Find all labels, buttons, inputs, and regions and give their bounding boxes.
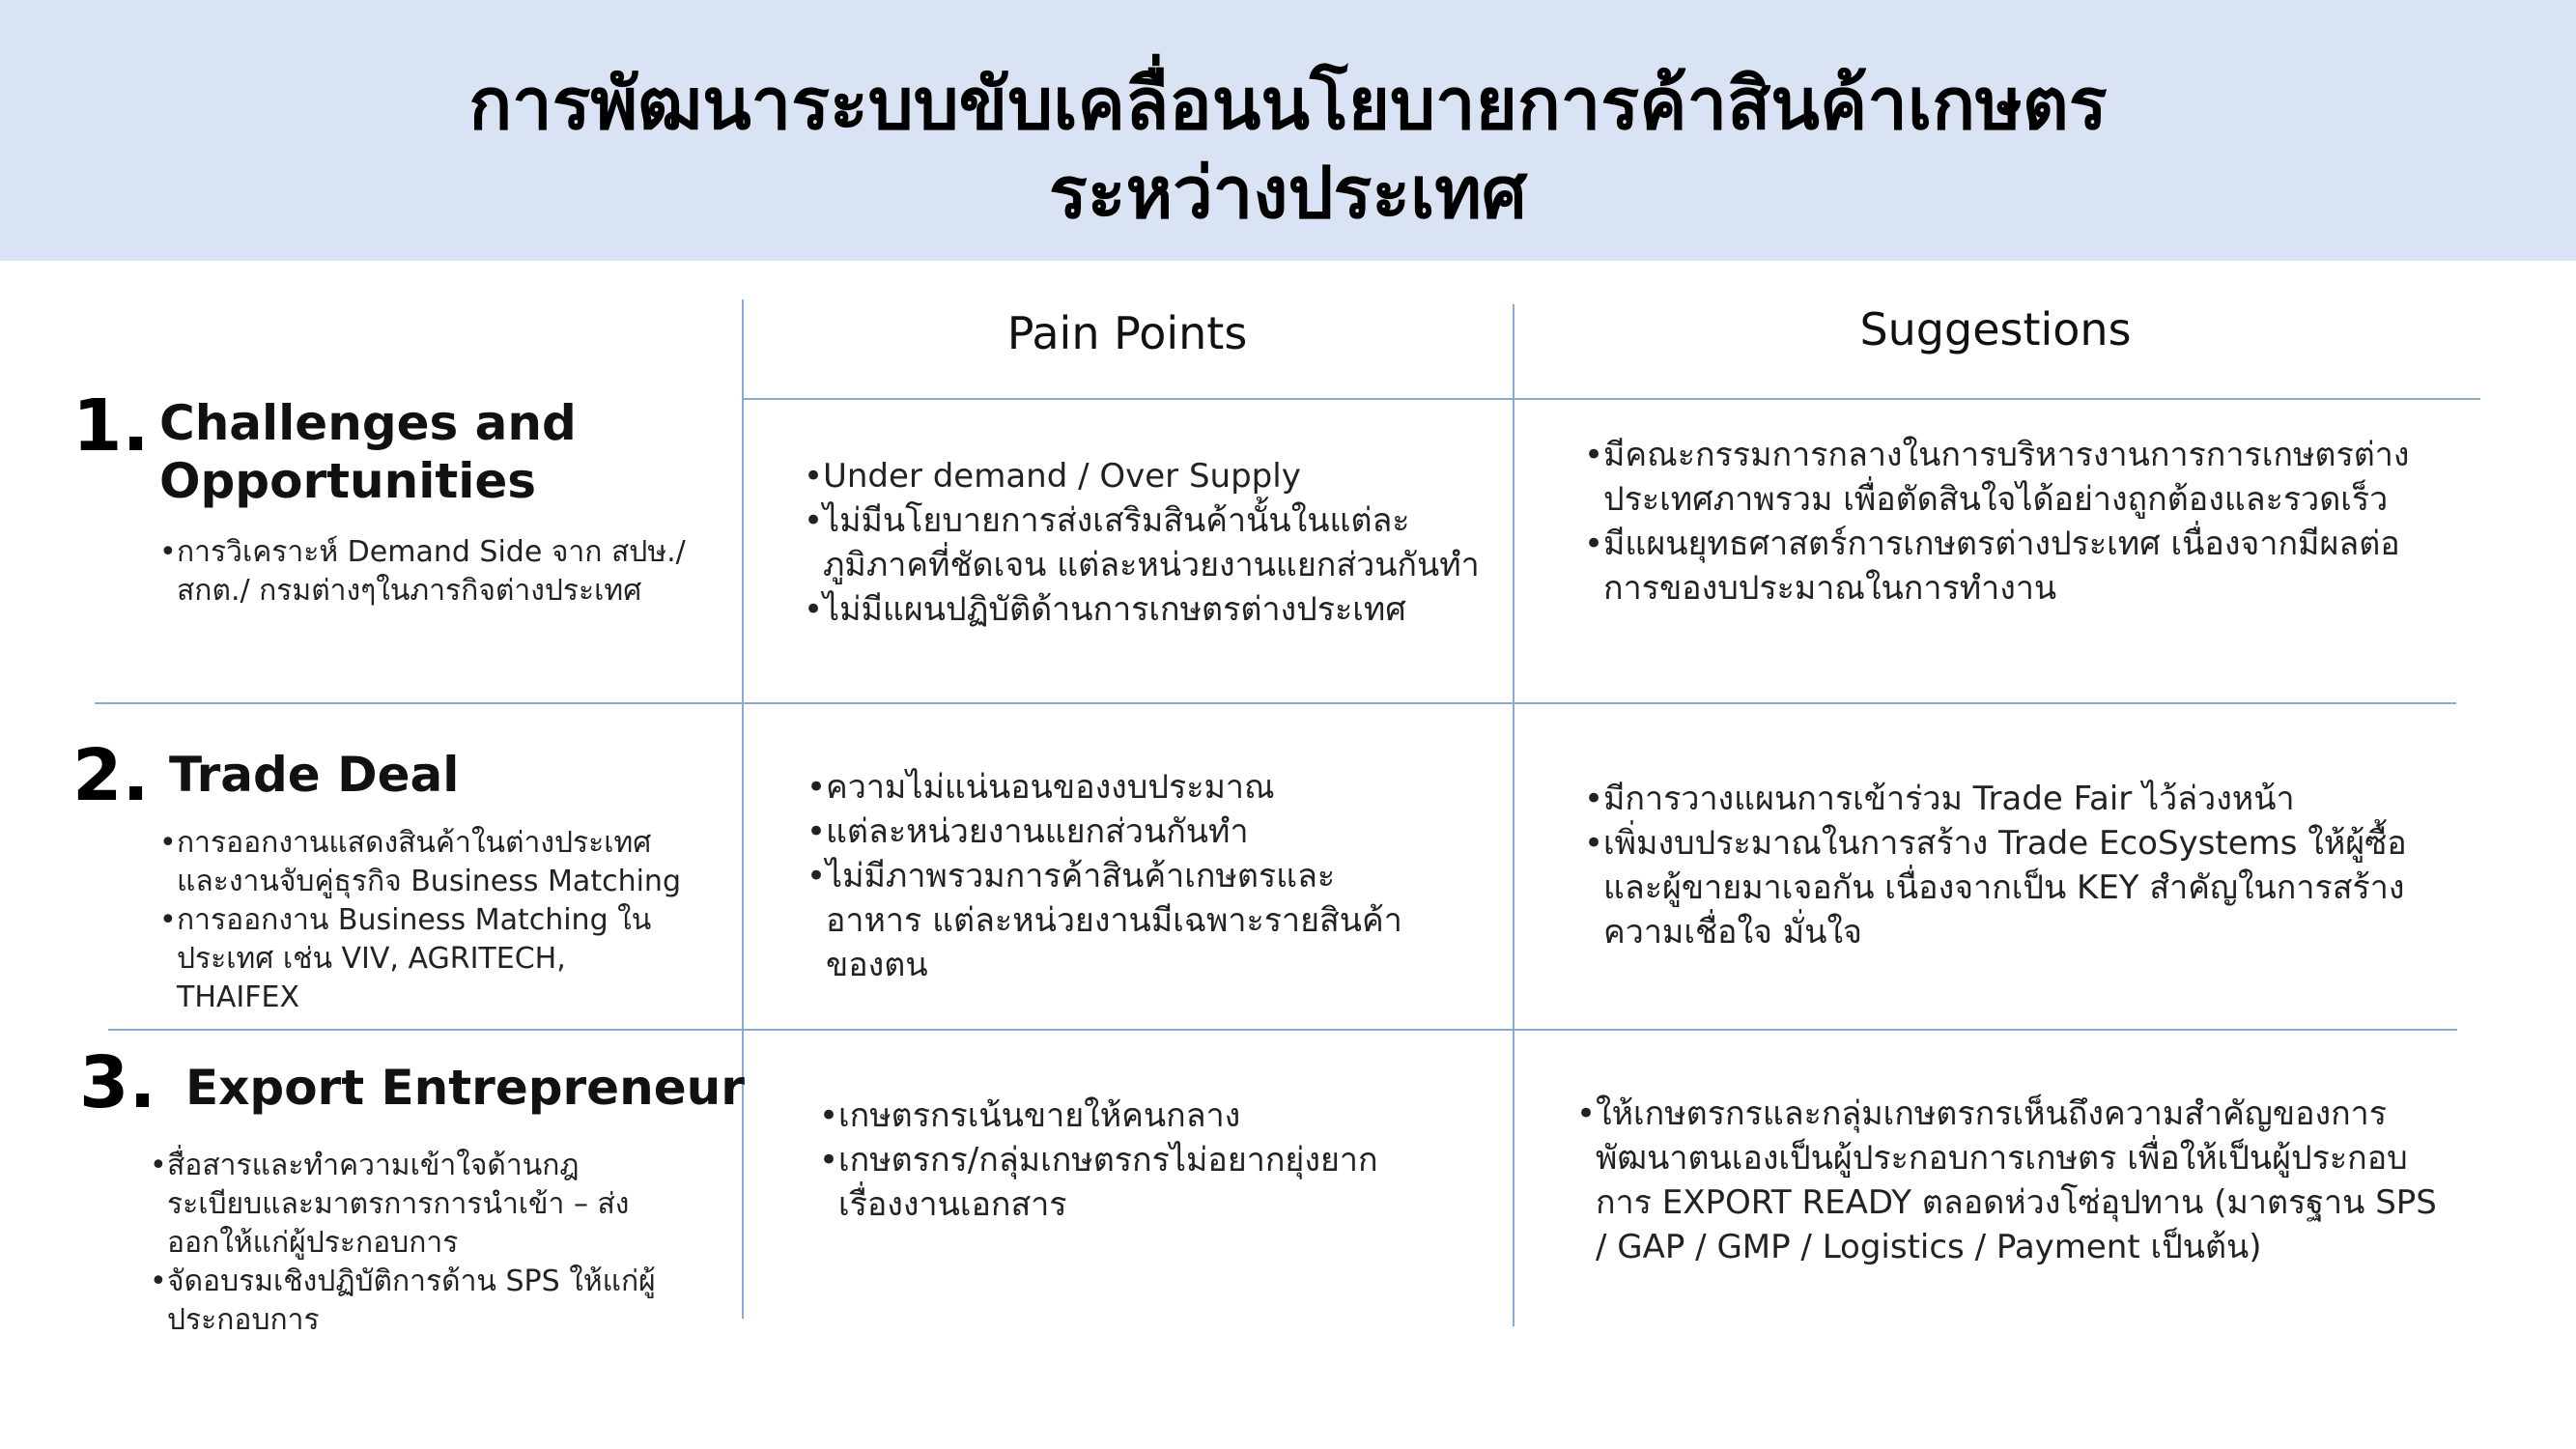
row-number-1: 1.: [72, 384, 150, 468]
list-item: • เพิ่มงบประมาณในการสร้าง Trade EcoSystems ให้ผู้ซื้อและผู้ขายมาเจอกัน เนื่องจากเป็น KEY สำคัญในการสร้างความเชื่อใจ มั่นใจ: [1584, 821, 2453, 954]
row-2-pain-points: [807, 765, 1425, 987]
row-title-2-line-1: Trade Deal: [169, 747, 460, 803]
list-item: • แต่ละหน่วยงานแยกส่วนกันทำ: [807, 810, 1425, 854]
column-header-suggestions: Suggestions: [1859, 303, 2132, 355]
list-item: • ไม่มีนโยบายการส่งเสริมสินค้านั้นในแต่ละภูมิภาคที่ชัดเจน แต่ละหน่วยงานแยกส่วนกันทำ: [804, 498, 1499, 587]
row-3-pain-points: [819, 1094, 1437, 1227]
list-item: • การวิเคราะห์ Demand Side จาก สปษ./ สกต./ กรมต่างๆในภารกิจต่างประเทศ: [159, 533, 700, 611]
grid-line-row1: [95, 702, 2456, 704]
row-title-1: [159, 394, 577, 510]
row-number-3: 3.: [79, 1041, 156, 1124]
grid-line-row2: [108, 1029, 2457, 1031]
list-item: • มีแผนยุทธศาสตร์การเกษตรต่างประเทศ เนื่องจากมีผลต่อการของบประมาณในการทำงาน: [1584, 522, 2453, 611]
list-item: • การออกงานแสดงสินค้าในต่างประเทศ และงานจับคู่ธุรกิจ Business Matching: [159, 824, 681, 901]
list-item: • การออกงาน Business Matching ในประเทศ เช่น VIV, AGRITECH, THAIFEX: [159, 901, 681, 1017]
page-title-line-1: การพัฒนาระบบขับเคลื่อนนโยบายการค้าสินค้าเกษตร: [468, 63, 2108, 146]
list-item: • มีคณะกรรมการกลางในการบริหารงานการการเกษตรต่างประเทศภาพรวม เพื่อตัดสินใจได้อย่างถูกต้องและรวดเร็ว: [1584, 433, 2453, 522]
column-header-pain-points: Pain Points: [1006, 307, 1248, 359]
list-item: • เกษตรกร/กลุ่มเกษตรกรไม่อยากยุ่งยากเรื่องงานเอกสาร: [819, 1138, 1437, 1227]
list-item: • Under demand / Over Supply: [804, 454, 1499, 498]
row-1-sub-list: [159, 533, 700, 611]
grid-line-right: [1513, 304, 1514, 1326]
list-item: • ความไม่แน่นอนของงบประมาณ: [807, 765, 1425, 810]
row-3-suggestions: [1576, 1092, 2446, 1269]
row-title-1-line-1: Challenges and: [159, 395, 577, 451]
row-title-3-line-1: Export Entrepreneur: [185, 1060, 745, 1116]
grid-line-header: [742, 398, 2480, 400]
list-item: • ไม่มีแผนปฏิบัติด้านการเกษตรต่างประเทศ: [804, 587, 1499, 632]
row-3-sub-list: [150, 1147, 662, 1340]
row-2-suggestions: [1584, 777, 2453, 954]
row-1-pain-points: [804, 454, 1499, 632]
row-title-1-line-2: Opportunities: [159, 453, 537, 509]
row-title-2: [169, 746, 459, 804]
row-number-2: 2.: [72, 734, 150, 817]
row-2-sub-list: [159, 824, 681, 1017]
list-item: • มีการวางแผนการเข้าร่วม Trade Fair ไว้ล่วงหน้า: [1584, 777, 2453, 821]
list-item: • ไม่มีภาพรวมการค้าสินค้าเกษตรและอาหาร แต่ละหน่วยงานมีเฉพาะรายสินค้าของตน: [807, 854, 1425, 987]
page-title-line-2: ระหว่างประเทศ: [1048, 152, 1528, 235]
row-1-suggestions: [1584, 433, 2453, 611]
row-title-3: [185, 1059, 745, 1117]
list-item: • สื่อสารและทำความเข้าใจด้านกฎระเบียบและมาตรการการนำเข้า – ส่งออกให้แก่ผู้ประกอบการ: [150, 1147, 662, 1263]
list-item: • จัดอบรมเชิงปฏิบัติการด้าน SPS ให้แก่ผู้ประกอบการ: [150, 1263, 662, 1340]
page-title: [0, 60, 2576, 238]
list-item: • ให้เกษตรกรและกลุ่มเกษตรกรเห็นถึงความสำคัญของการพัฒนาตนเองเป็นผู้ประกอบการเกษตร เพื่อให้เป็นผู้ประกอบการ EXPORT READY ตลอดห่วงโซ่อุปทาน (มาตรฐาน SPS / GAP / GMP / Logistics / Payment เป็นต้น): [1576, 1092, 2446, 1269]
grid-line-left: [742, 299, 744, 1319]
list-item: • เกษตรกรเน้นขายให้คนกลาง: [819, 1094, 1437, 1138]
